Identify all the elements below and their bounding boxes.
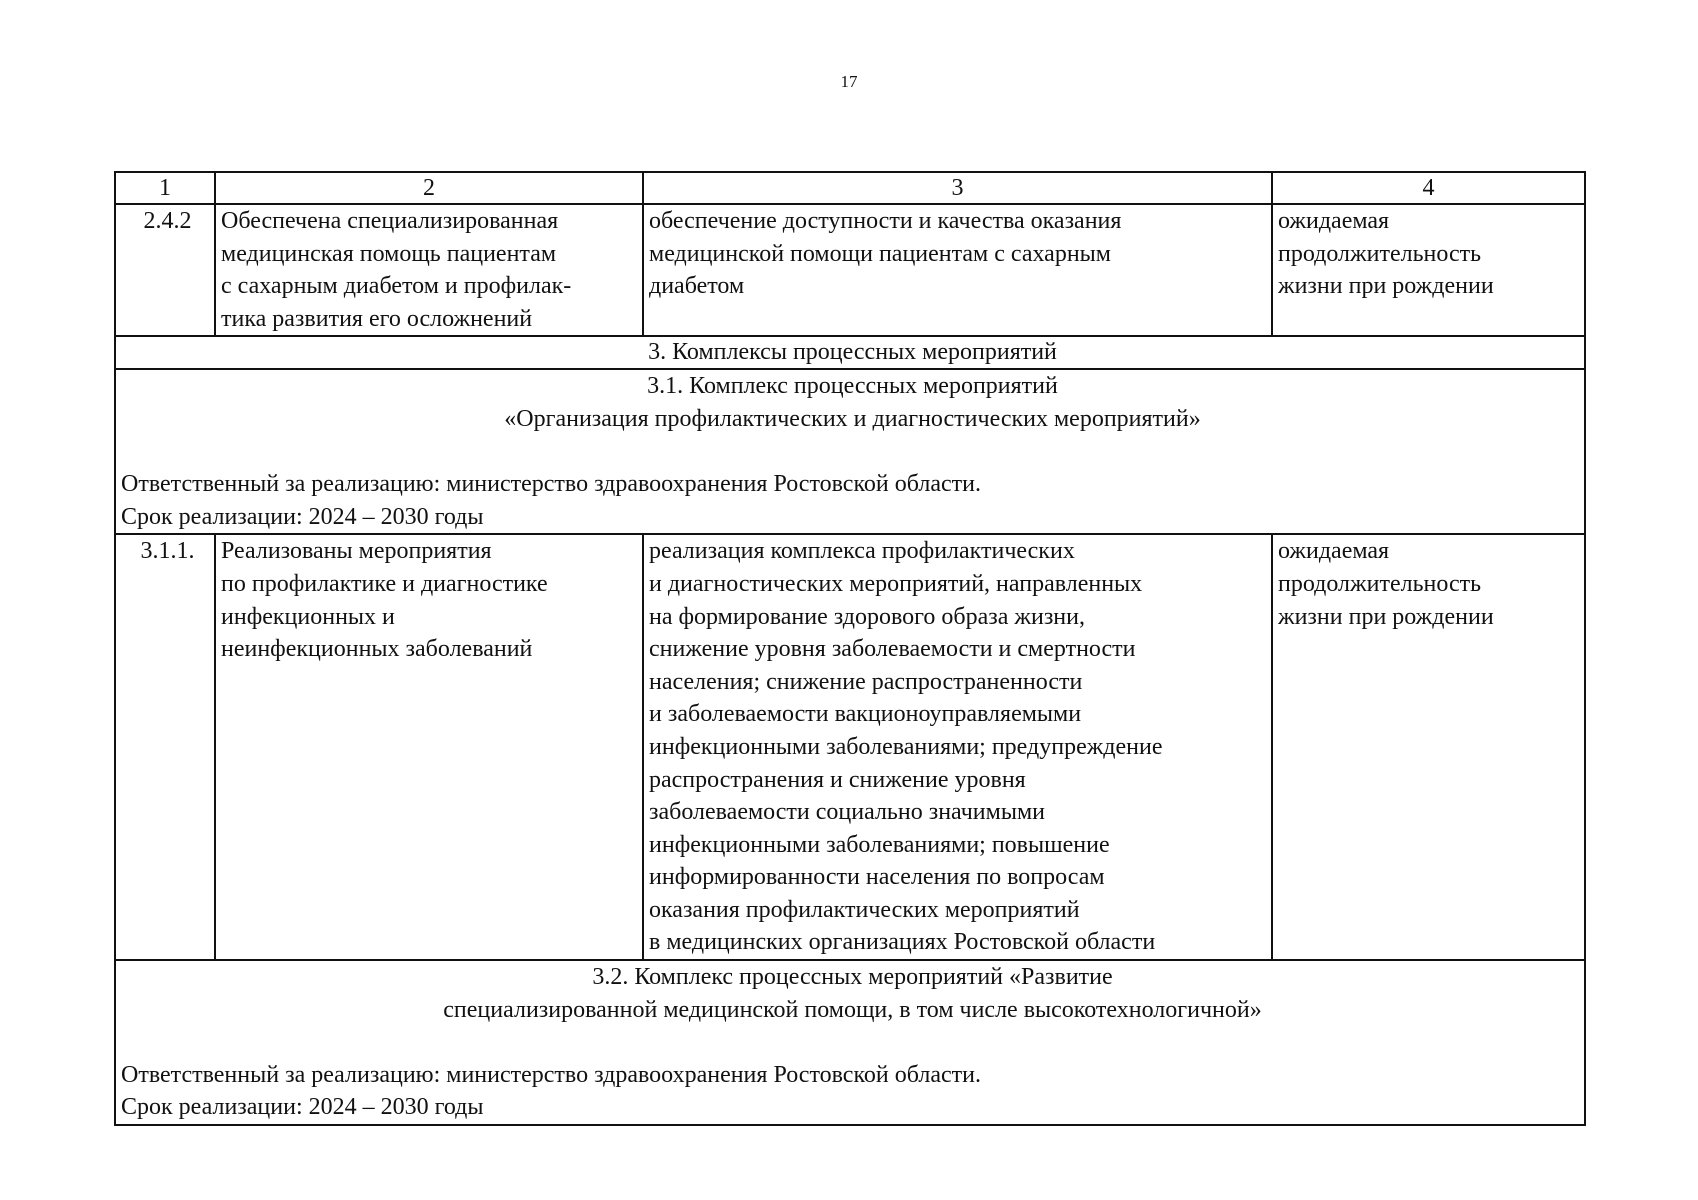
description-line: и диагностических мероприятий, направленных	[649, 570, 1143, 597]
responsible-text: Ответственный за реализацию: министерство здравоохранения Ростовской области.	[121, 471, 981, 498]
subsection-3-2-title: 3.2. Комплекс процессных мероприятий «Развитие	[592, 964, 1113, 991]
subsection-3-1-title-name: «Организация профилактических и диагностических мероприятий»	[504, 405, 1201, 432]
indicator-line: жизни при рождении	[1278, 603, 1494, 630]
spacer	[121, 1026, 1584, 1059]
result-line: Обеспечена специализированная	[221, 208, 559, 234]
period-text: Срок реализации: 2024 – 2030 годы	[121, 1094, 484, 1121]
result-cell	[215, 204, 643, 336]
description-line: распространения и снижение уровня	[649, 766, 1026, 793]
result-line: неинфекционных заболеваний	[221, 636, 533, 663]
indicator-line: ожидаемая	[1278, 208, 1390, 234]
row-number: 2.4.2	[115, 204, 215, 336]
result-line: по профилактике и диагностике	[221, 570, 548, 597]
description-line: инфекционными заболеваниями; повышение	[649, 831, 1110, 858]
subsection-3-1-title: 3.1. Комплекс процессных мероприятий	[647, 373, 1058, 400]
description-line: и заболеваемости вакционоуправляемыми	[649, 701, 1082, 728]
page-number: 17	[840, 72, 858, 91]
description-line: реализация комплекса профилактических	[649, 538, 1075, 565]
result-line: медицинская помощь пациентам	[221, 240, 557, 267]
description-line: обеспечение доступности и качества оказания	[649, 208, 1122, 234]
subsection-3-2-title-name: специализированной медицинской помощи, в том числе высокотехнологичной»	[443, 996, 1262, 1023]
column-number-row	[115, 172, 1585, 204]
indicator-line: продолжительность	[1278, 570, 1482, 597]
spacer	[121, 436, 1584, 469]
indicator-line: жизни при рождении	[1278, 273, 1494, 300]
indicator-cell	[1272, 534, 1585, 960]
description-line: информированности населения по вопросам	[649, 864, 1105, 891]
column-number-3: 3	[643, 172, 1272, 204]
description-line: заболеваемости социально значимыми	[649, 799, 1045, 826]
description-line: оказания профилактических мероприятий	[649, 896, 1080, 923]
result-cell	[215, 534, 643, 960]
subsection-3-2-cell	[115, 960, 1585, 1125]
column-number-2: 2	[215, 172, 643, 204]
column-number-4: 4	[1272, 172, 1585, 204]
description-line: инфекционными заболеваниями; предупреждение	[649, 733, 1163, 760]
description-line: на формирование здорового образа жизни,	[649, 603, 1085, 630]
result-line: тика развития его осложнений	[221, 305, 533, 332]
column-number-1: 1	[115, 172, 215, 204]
description-line: медицинской помощи пациентам с сахарным	[649, 240, 1111, 267]
subsection-3-1-cell	[115, 369, 1585, 534]
description-line: снижение уровня заболеваемости и смертности	[649, 636, 1136, 663]
row-number: 3.1.1.	[115, 534, 215, 960]
indicator-cell	[1272, 204, 1585, 336]
description-line: населения; снижение распространенности	[649, 668, 1083, 695]
program-table	[114, 171, 1586, 1126]
subsection-3-1-row	[115, 369, 1585, 534]
result-line: Реализованы мероприятия	[221, 538, 492, 565]
section-3-row	[115, 336, 1585, 369]
indicator-line: ожидаемая	[1278, 538, 1390, 565]
result-line: инфекционных и	[221, 603, 395, 630]
period-text: Срок реализации: 2024 – 2030 годы	[121, 503, 484, 530]
description-cell	[643, 534, 1272, 960]
table-row-3-1-1	[115, 534, 1585, 960]
responsible-text: Ответственный за реализацию: министерство здравоохранения Ростовской области.	[121, 1061, 981, 1088]
description-line: диабетом	[649, 273, 745, 300]
table-row-2-4-2	[115, 204, 1585, 336]
description-line: в медицинских организациях Ростовской области	[649, 929, 1156, 956]
section-3-title: 3. Комплексы процессных мероприятий	[115, 336, 1585, 369]
result-line: с сахарным диабетом и профилак-	[221, 273, 572, 300]
description-cell	[643, 204, 1272, 336]
indicator-line: продолжительность	[1278, 240, 1482, 267]
subsection-3-2-row	[115, 960, 1585, 1125]
